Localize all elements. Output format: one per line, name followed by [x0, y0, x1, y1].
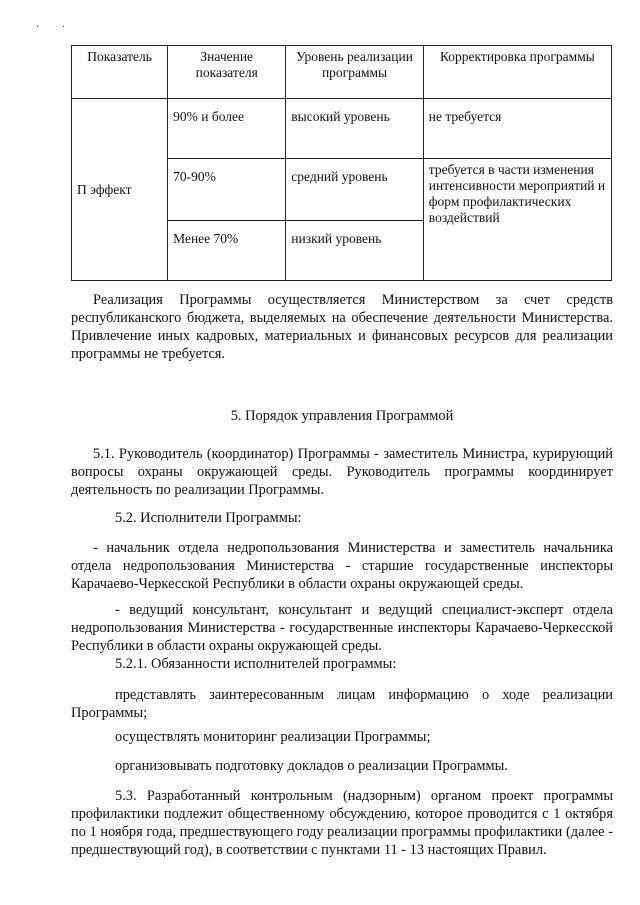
correction-merged-cell: требуется в части изменения интенсивности мероприятий и форм профилактических воздействий — [423, 159, 611, 281]
paragraph-funding: Реализация Программы осуществляется Министерством за счет средств республиканского бюджета, выделяемых на обеспечение деятельности Министерства. Привлечение иных кадровых, материальных и финансовых ресурсов для реализации программы не требуется. — [71, 292, 613, 362]
table-header-row — [72, 46, 612, 99]
paragraph-5-2: 5.2. Исполнители Программы: — [115, 510, 302, 526]
level-cell: низкий уровень — [286, 221, 424, 281]
section-title: 5. Порядок управления Программой — [230, 408, 454, 424]
header-value: Значение показателя — [168, 46, 286, 99]
level-cell: высокий уровень — [286, 99, 424, 159]
paragraph-executor-2: - ведущий консультант, консультант и ведущий специалист-эксперт отдела недропользования Министерства - государственные инспекторы Карачаево-Черкесской Республики в области охраны окружающей среды. — [71, 602, 613, 654]
indicator-cell: П эффект — [72, 99, 168, 281]
header-correction: Корректировка программы — [423, 46, 611, 99]
paragraph-duty-1: представлять заинтересованным лицам информацию о ходе реализации Программы; — [71, 687, 613, 721]
header-indicator: Показатель — [72, 46, 168, 99]
header-level: Уровень реализации программы — [286, 46, 424, 99]
paragraph-5-1: 5.1. Руководитель (координатор) Программы - заместитель Министра, курирующий вопросы охраны окружающей среды. Руководитель программы координирует деятельность по реализации Программы. — [71, 446, 613, 498]
correction-cell: не требуется — [423, 99, 611, 159]
scan-marks: · · — [36, 22, 76, 33]
value-cell: 90% и более — [168, 99, 286, 159]
paragraph-duty-2: осуществлять мониторинг реализации Программы; — [115, 729, 431, 745]
paragraph-duty-3: организовывать подготовку докладов о реализации Программы. — [115, 758, 508, 774]
paragraph-5-3: 5.3. Разработанный контрольным (надзорным) органом проект программы профилактики подлежит общественному обсуждению, которое проводится с 1 октября по 1 ноября года, предшествующего году реализации программы профилактики (далее - предшествующий год), в соответствии с пунктами 11 - 13 настоящих Правил. — [71, 788, 613, 858]
table-row — [72, 99, 612, 159]
paragraph-5-2-1: 5.2.1. Обязанности исполнителей программы: — [115, 656, 397, 672]
indicator-table — [71, 45, 612, 281]
value-cell: 70-90% — [168, 159, 286, 221]
value-cell: Менее 70% — [168, 221, 286, 281]
paragraph-executor-1: - начальник отдела недропользования Министерства и заместитель начальника отдела недропользования Министерства - старшие государственные инспекторы Карачаево-Черкесской Республики в области охраны окружающей среды. — [71, 540, 613, 592]
level-cell: средний уровень — [286, 159, 424, 221]
